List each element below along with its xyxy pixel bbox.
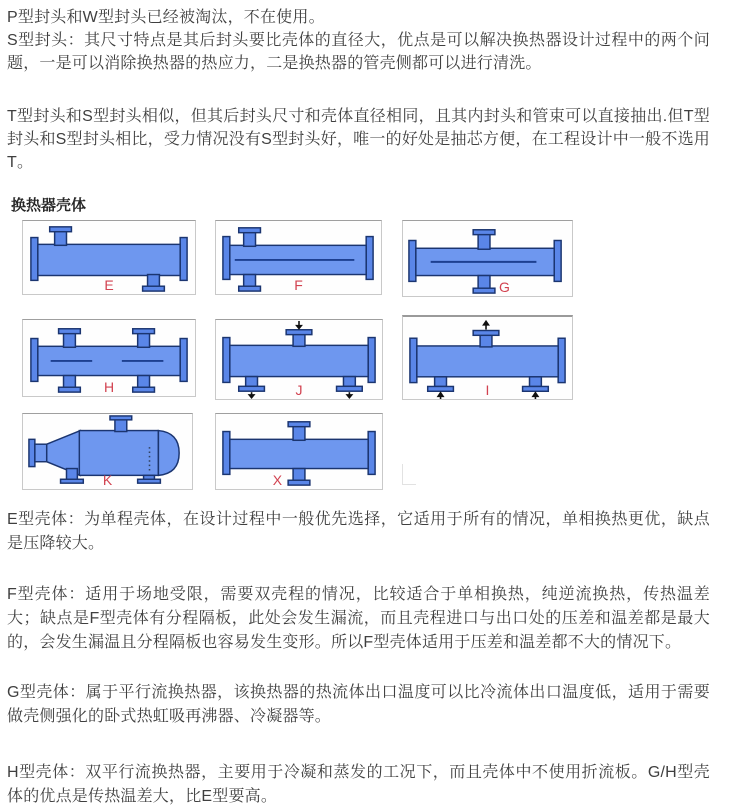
intro-paragraph-pw: P型封头和W型封头已经被淘汰，不在使用。 xyxy=(7,9,325,26)
shell-type-figure xyxy=(11,220,710,492)
intro-paragraph-t: T型封头和S型封头相似，但其后封头尺寸和壳体直径相同，且其内封头和管束可以直接抽出.但T型封头和S型封头相比，受力情况没有S型封头好，唯一的好处是抽芯方便，在工程设计中一般不选用T。 xyxy=(7,108,710,171)
shell-diagram-e xyxy=(22,220,196,295)
shell-diagram-j xyxy=(215,319,383,400)
shell-diagram-i xyxy=(402,315,573,400)
shell-label-j: J xyxy=(295,382,303,398)
shell-diagram-k xyxy=(22,413,193,490)
shell-x-drawing xyxy=(216,414,382,489)
shell-diagram-f xyxy=(215,220,382,295)
shell-g-drawing xyxy=(403,221,572,296)
shell-label-h: H xyxy=(103,379,115,395)
faint-box-remnant xyxy=(402,464,416,485)
desc-f-shell: F型壳体：适用于场地受限，需要双壳程的情况，比较适合于单相换热，纯逆流换热，传热温差大；缺点是F型壳体有分程隔板，此处会发生漏流，而且壳程进口与出口处的压差和温差都是最大的，会发生漏温且分程隔板也容易发生变形。所以F型壳体适用于压差和温差都不大的情况下。 xyxy=(7,586,710,651)
shell-label-f: F xyxy=(294,277,303,293)
figure-heading: 换热器壳体 xyxy=(11,197,87,214)
desc-g-shell: G型壳体：属于平行流换热器，该换热器的热流体出口温度可以比冷流体出口温度低，适用于需要做壳侧强化的卧式热虹吸再沸器、冷凝器等。 xyxy=(7,684,710,725)
desc-h-shell: H型壳体：双平行流换热器，主要用于冷凝和蒸发的工况下，而且壳体中不使用折流板。G/H型壳体的优点是传热温差大，比E型要高。 xyxy=(7,764,710,805)
shell-diagram-x xyxy=(215,413,383,490)
intro-paragraph-s: S型封头：其尺寸特点是其后封头要比壳体的直径大，优点是可以解决换热器设计过程中的两个问题，一是可以消除换热器的热应力，二是换热器的管壳侧都可以进行清洗。 xyxy=(7,32,710,72)
shell-label-x: X xyxy=(272,472,283,488)
shell-label-g: G xyxy=(498,279,510,295)
desc-e-shell: E型壳体：为单程壳体，在设计过程中一般优先选择，它适用于所有的情况，单相换热更优，缺点是压降较大。 xyxy=(7,511,710,552)
shell-descriptions xyxy=(7,508,710,809)
shell-label-k: K xyxy=(102,472,113,488)
shell-label-i: I xyxy=(485,382,490,398)
shell-diagram-g xyxy=(402,220,573,297)
shell-label-e: E xyxy=(104,277,114,293)
shell-diagram-h xyxy=(22,319,196,397)
